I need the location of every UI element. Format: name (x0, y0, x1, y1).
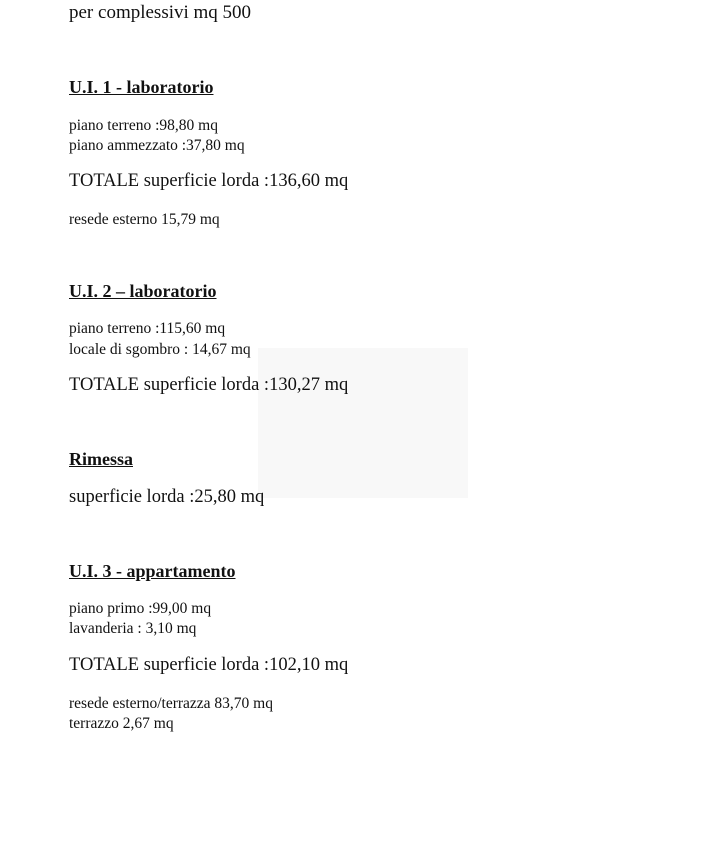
section-heading-ui1: U.I. 1 - laboratorio (69, 77, 214, 97)
section-heading-rimessa: Rimessa (69, 449, 133, 469)
extra-line: terrazzo 2,67 mq (69, 715, 174, 732)
extra-line: resede esterno 15,79 mq (69, 211, 220, 228)
section-heading-ui3: U.I. 3 - appartamento (69, 561, 236, 581)
extra-line: resede esterno/terrazza 83,70 mq (69, 695, 273, 712)
total-line: TOTALE superficie lorda :102,10 mq (69, 655, 349, 675)
area-line: lavanderia : 3,10 mq (69, 620, 197, 637)
section-heading-ui2: U.I. 2 – laboratorio (69, 281, 217, 301)
faint-watermark (258, 348, 468, 498)
area-line: piano terreno :98,80 mq (69, 117, 218, 134)
area-line: piano primo :99,00 mq (69, 600, 212, 617)
total-line: TOTALE superficie lorda :136,60 mq (69, 171, 349, 191)
total-line: TOTALE superficie lorda :130,27 mq (69, 375, 349, 395)
total-line: superficie lorda :25,80 mq (69, 487, 265, 507)
area-line: locale di sgombro : 14,67 mq (69, 341, 251, 358)
area-line: piano terreno :115,60 mq (69, 320, 226, 337)
area-line: piano ammezzato :37,80 mq (69, 137, 245, 154)
intro-text: per complessivi mq 500 (69, 2, 252, 23)
